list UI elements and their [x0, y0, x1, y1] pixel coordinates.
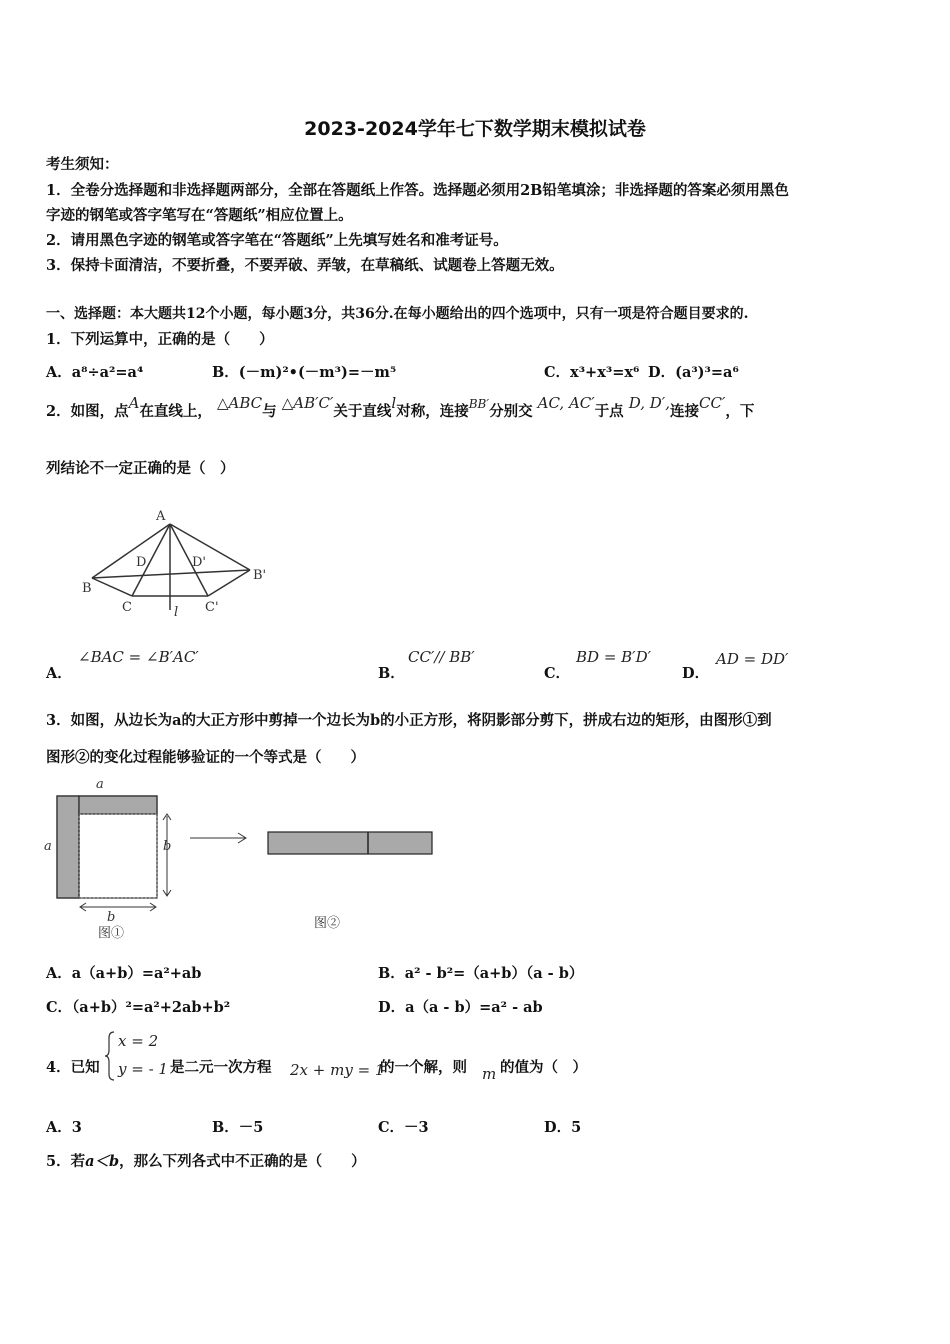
label-D-prime: D'	[192, 555, 206, 570]
fig1-a-left: a	[44, 839, 52, 854]
label-C: C	[122, 600, 132, 615]
q1-option-a[interactable]: A．a⁸÷a²=a⁴	[46, 364, 144, 381]
label-A: A	[156, 509, 166, 524]
q2-option-a-label[interactable]: A．	[46, 665, 72, 682]
fig1-b-bottom: b	[107, 910, 116, 925]
q2-option-d-label[interactable]: D．	[682, 665, 710, 682]
q2-stem: 2．如图，点A在直线上， △ABC与 △AB′C′关于直线l对称，连接$^{BB'}$分别交 AC, AC′于点 D, D′,连接CC′，下	[46, 394, 755, 420]
q2-option-a[interactable]: ∠BAC = ∠B′AC′	[78, 648, 199, 666]
q4-stem-start: 4．已知	[46, 1059, 100, 1076]
q4-equation: 2x + my = 1	[290, 1061, 385, 1079]
fig1-caption: 图①	[98, 926, 125, 941]
q4-stem-mid: 是二元一次方程	[170, 1059, 272, 1076]
q3-figure	[40, 770, 460, 945]
q4-stem-end: 的值为（ ）	[500, 1059, 587, 1076]
q1-stem: 1．下列运算中，正确的是（ ）	[46, 331, 274, 348]
label-B-prime: B'	[253, 568, 267, 583]
q2-option-d[interactable]: AD = DD′	[716, 650, 789, 668]
q3-stem-line1: 3．如图，从边长为a的大正方形中剪掉一个边长为b的小正方形，将阴影部分剪下，拼成右边的矩形，由图形①到	[46, 712, 772, 729]
page-title: 2023-2024学年七下数学期末模拟试卷	[304, 118, 646, 140]
q1-option-b[interactable]: B．(－m)²•(－m³)=－m⁵	[212, 364, 397, 381]
q2-stem-line2: 列结论不一定正确的是（ ）	[46, 460, 235, 477]
fig1-a-top: a	[96, 777, 104, 792]
q2-option-b[interactable]: CC′// BB′	[408, 648, 475, 666]
notice-line-1: 1．全卷分选择题和非选择题两部分，全部在答题纸上作答。选择题必须用2B铅笔填涂；非选择题的答案必须用黑色	[46, 182, 789, 199]
label-l: l	[174, 605, 179, 620]
section-heading: 一、选择题：本大题共12个小题，每小题3分，共36分.在每小题给出的四个选项中，只有一项是符合题目要求的.	[46, 306, 749, 322]
q3-option-d[interactable]: D．a（a - b）=a² - ab	[378, 999, 543, 1016]
q4-option-d[interactable]: D．5	[544, 1119, 582, 1136]
notice-line-2: 字迹的钢笔或答字笔写在“答题纸”相应位置上。	[46, 207, 353, 224]
q4-option-c[interactable]: C．－3	[378, 1119, 429, 1136]
q4-stem-mid2: 的一个解，则	[380, 1059, 467, 1076]
q3-option-c[interactable]: C．（a+b）²=a²+2ab+b²	[46, 999, 231, 1016]
q5-stem: 5．若a＜b，那么下列各式中不正确的是（ ）	[46, 1153, 366, 1170]
q4-option-b[interactable]: B．－5	[212, 1119, 264, 1136]
q2-option-b-label[interactable]: B．	[378, 665, 405, 682]
q4-eq-y: y = - 1	[118, 1060, 168, 1078]
q4-var-m: m	[482, 1065, 497, 1083]
label-B: B	[82, 581, 92, 596]
fig2-caption: 图②	[314, 916, 341, 931]
q4-system-brace	[104, 1030, 116, 1082]
q2-option-c[interactable]: BD = B′D′	[576, 648, 652, 666]
notice-heading: 考生须知：	[46, 156, 119, 173]
q3-option-b[interactable]: B．a² - b²=（a+b）（a - b）	[378, 965, 584, 982]
q4-eq-x: x = 2	[118, 1032, 159, 1050]
q4-option-a[interactable]: A．3	[46, 1119, 82, 1136]
fig1-b-right: b	[163, 839, 172, 854]
notice-line-4: 3．保持卡面清洁，不要折叠，不要弄破、弄皱，在草稿纸、试题卷上答题无效。	[46, 257, 564, 274]
notice-line-3: 2．请用黑色字迹的钢笔或答字笔在“答题纸”上先填写姓名和准考证号。	[46, 232, 508, 249]
label-D: D	[136, 555, 147, 570]
q3-option-a[interactable]: A．a（a+b）=a²+ab	[46, 965, 202, 982]
q2-figure	[78, 502, 278, 620]
q1-option-c[interactable]: C．x³+x³=x⁶	[544, 364, 640, 381]
q1-option-d[interactable]: D．(a³)³=a⁶	[648, 364, 739, 381]
label-C-prime: C'	[205, 600, 219, 615]
q3-stem-line2: 图形②的变化过程能够验证的一个等式是（ ）	[46, 749, 365, 766]
q2-option-c-label[interactable]: C．	[544, 665, 571, 682]
